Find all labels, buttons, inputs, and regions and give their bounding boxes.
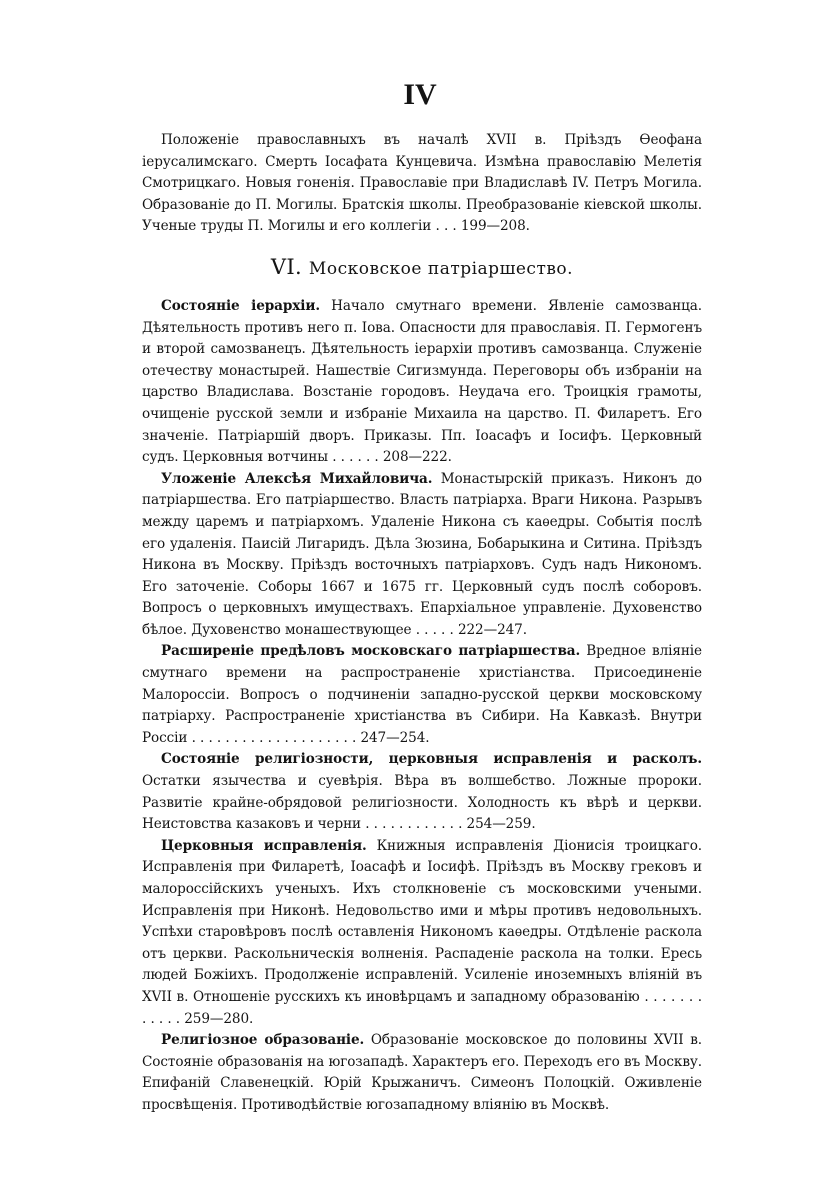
toc-entry-text: Книжныя исправленія Діонисія троицкаго. Исправленія при Филаретѣ, Іоасафѣ и Іосифѣ. Пріѣздъ въ Москву грековъ и малороссійскихъ ученыхъ. Ихъ столкновеніе съ московскими учеными. Исправленія при Никонѣ. Недовольство ими и мѣры противъ недовольныхъ. Успѣхи старовѣровъ послѣ оставленія Никономъ каѳедры. Отдѣленіе раскола отъ церкви. Раскольническія волненія. Распаденіе раскола на толки. Ересь людей Божіихъ. Продолженіе исправленій. Усиленіе иноземныхъ вліяній въ XVII в. Отношеніе русскихъ къ иновѣрцамъ и западному образованію — [142, 837, 702, 1005]
toc-entry-lead: Уложеніе Алексѣя Михайловича. — [161, 470, 433, 487]
toc-entry-leaders: . . . . . . . . . . . . — [142, 988, 702, 1027]
toc-entry-leaders: . . . . . . . . . . . . . . . . . . . . — [187, 729, 361, 746]
toc-entry-lead: Церковныя исправленія. — [161, 837, 367, 854]
toc-entry-text: Образованіе московское до половины XVII в. Состояніе образованія на югозападѣ. Характеръ его. Переходъ его въ Москву. Епифаній Славенецкій. Юрій Крыжаничъ. Симеонъ Полоцкій. Оживленіе просвѣщенія. Противодѣйствіе югозападному вліянію въ Москвѣ. — [142, 1032, 702, 1113]
page-number: IV — [403, 78, 437, 111]
toc-entry-text: Вредное вліяніе смутнаго времени на распространеніе христіанства. Присоединеніе Малороссіи. Вопросъ о подчиненіи западно-русской церкви московскому патріарху. Распространеніе христіанства въ Сибири. На Кавказѣ. Внутри Россіи — [142, 643, 702, 746]
section-heading — [142, 254, 702, 282]
toc-entry-intro — [142, 130, 702, 238]
toc-entry-pages: 259—280. — [184, 1010, 254, 1027]
toc-entry-lead: Состояніе религіозности, церковныя исправленія и расколъ. — [161, 751, 702, 768]
section-title-text: Московское патріаршество. — [308, 258, 574, 279]
toc-entry-pages: 247—254. — [360, 729, 430, 746]
toc-entry — [142, 1030, 702, 1116]
toc-entry-pages: 254—259. — [466, 816, 536, 833]
section-numeral: VI. — [270, 254, 309, 279]
toc-entry-text: Начало смутнаго времени. Явленіе самозванца. Дѣятельность противъ него п. Іова. Опасности для православія. П. Гермогенъ и второй самозванецъ. Дѣятельность іерархіи противъ самозванца. Служеніе отечеству монастырей. Нашествіе Сигизмунда. Переговоры объ избраніи на царство Владислава. Возстаніе городовъ. Неудача его. Троицкія грамоты, очищеніе русской земли и избраніе Михаила на царство. П. Филаретъ. Его значеніе. Патріаршій дворъ. Приказы. Пп. Іоасафъ и Іосифъ. Церковный судъ. Церковныя вотчины — [142, 297, 702, 466]
toc-entry — [142, 641, 702, 749]
toc-entry-pages: 222—247. — [457, 621, 527, 638]
toc-entry-pages: 199—208. — [460, 218, 530, 235]
toc-entry-pages: 208—222. — [382, 449, 452, 466]
toc-entry-leaders: . . . . . . . . . . . . — [361, 816, 467, 833]
toc-entry — [142, 469, 702, 642]
toc-entry-leaders: . . . . . . — [327, 449, 383, 466]
toc-entry-lead: Религіозное образованіе. — [161, 1032, 365, 1049]
toc-entry — [142, 836, 702, 1030]
toc-entry-leaders: . . . — [431, 218, 461, 235]
toc-entry — [142, 296, 702, 469]
table-of-contents — [142, 130, 702, 1117]
toc-entry-text: Остатки язычества и суевѣрія. Вѣра въ волшебство. Ложные пророки. Развитіе крайне-обрядовой религіозности. Холодность къ вѣрѣ и церкви. Неистовства казаковъ и черни — [142, 773, 702, 833]
toc-entry-lead: Расширеніе предѣловъ московскаго патріаршества. — [161, 643, 581, 660]
toc-entry — [142, 749, 702, 835]
toc-entry-lead: Состояніе іерархіи. — [161, 297, 320, 314]
toc-entry-text: Монастырскій приказъ. Никонъ до патріаршества. Его патріаршество. Власть патріарха. Враги Никона. Разрывъ между царемъ и патріархомъ. Удаленіе Никона съ каѳедры. Событія послѣ его удаленія. Паисій Лигаридъ. Дѣла Зюзина, Бобарыкина и Ситина. Пріѣздъ Никона въ Москву. Пріѣздъ восточныхъ патріарховъ. Судъ надъ Никономъ. Его заточеніе. Соборы 1667 и 1675 гг. Церковный судъ послѣ соборовъ. Вопросъ о церковныхъ имуществахъ. Епархіальное управленіе. Духовенство бѣлое. Духовенство монашествующее — [142, 470, 702, 638]
toc-entry-leaders: . . . . . — [411, 621, 458, 638]
toc-entry-text: Положеніе православныхъ въ началѣ XVII в. Пріѣздъ Ѳеофана іерусалимскаго. Смерть Іосафата Кунцевича. Измѣна православію Мелетія Смотрицкаго. Новыя гоненія. Православіе при Владиславѣ IV. Петръ Могила. Образованіе до П. Могилы. Братскія школы. Преобразованіе кіевской школы. Ученые труды П. Могилы и его коллегіи — [142, 132, 702, 235]
